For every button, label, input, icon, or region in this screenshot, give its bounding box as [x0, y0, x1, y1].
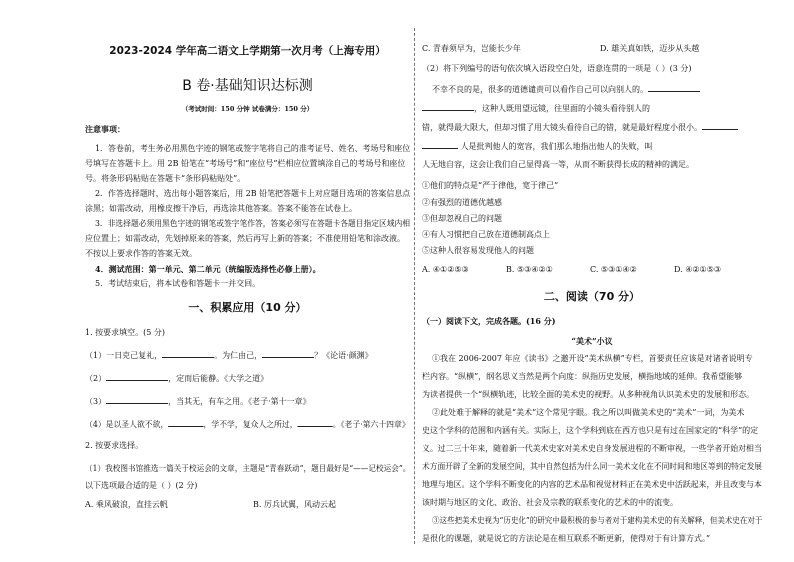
answer-option-d[interactable]: D. ④②①⑤③	[674, 265, 722, 274]
option-c[interactable]: C. 青春须早为，岂能长少年	[422, 44, 521, 53]
note-line: 号填写在答题卡上。用 2B 铅笔在“考场号”和“座位号”栏相应位置填涂自己的考场号和座位	[85, 159, 406, 168]
statement-3: ③但却忽视自己的问题	[422, 214, 502, 223]
passage-line: 不幸不良的是，很多的道德谴责可以看作自己可以向别人的。	[432, 84, 700, 95]
q2-part-2: （2）将下列编号的语句依次填入语段空白处，语意连贯的一项是（ ）(3 分)	[422, 64, 692, 73]
note-line: 涂黑；如需改动，用橡皮擦干净后，再选涂其他答案。答案不能答在试卷上。	[85, 204, 357, 213]
article-line: 义。过二三十年来，随着新一代美术史家对美术史自身发展进程的不断审视，一些学者开始对相当	[422, 444, 762, 453]
article-line: 该时期与地区的文化、政治、社会及宗教的联系变化的艺术的中的流变。	[422, 498, 678, 507]
passage-line: 错，就得最大限大，但却习惯了用大镜头看待自己的错，就是最好程度小很小。	[422, 122, 738, 133]
reading-subsection: （一）阅读下文，完成各题。(16 分)	[422, 316, 556, 326]
statement-4: ④有人习惯把自己放在道德制高点上	[422, 230, 550, 239]
exam-info: （考试时间：150 分钟 试卷满分：150 分）	[181, 105, 314, 113]
answer-blank[interactable]	[422, 103, 474, 111]
statement-5: ⑤这种人很容易发现他人的问题	[422, 246, 534, 255]
q1-item-1: （1）一日克己复礼， 。为仁由己， ？《论语·颜渊》	[85, 351, 373, 360]
question-1: 1. 按要求填空。(5 分)	[85, 328, 166, 337]
left-page	[85, 0, 410, 562]
article-line: 地理与地区。这个学科不断变化的内容的艺术品和视觉材料正在美术史中活跃起来，并且改变与本	[422, 480, 762, 489]
answer-option-c[interactable]: C. ⑤③①④②	[590, 265, 637, 274]
answer-blank[interactable]	[262, 350, 314, 358]
section-heading-accumulation: 一、积累应用（10 分）	[188, 301, 307, 314]
article-line: ②此处难于解释的就是“美术”这个常见字眼。我之所以叫做美术史的“美术”一词，为美术	[432, 408, 745, 417]
article-line: 为读者提供一个“纵横轨迹，比较全面的美术史的视野。从多种视角认识美术史的发展和形态。	[422, 390, 755, 399]
passage-line: 人无地自容，这会让我们自己显得高一等，从而不断获得长成的精神的满足。	[422, 160, 694, 169]
article-line: ①我在 2006-2007 年应《读书》之邀开设“美术纵横”专栏，首要责任应该是对诸者说明专	[432, 354, 753, 363]
answer-blank[interactable]	[106, 396, 168, 404]
answer-blank[interactable]	[648, 84, 700, 92]
answer-blank[interactable]	[422, 141, 458, 149]
answer-blank[interactable]	[298, 419, 333, 427]
note-line: 1．答卷前，考生务必用黑色字迹的钢笔或签字笔将自己的准考证号、姓名、考场号和座位	[95, 144, 411, 153]
article-title: “美术”小议	[571, 336, 613, 346]
note-line: 应位置上；如需改动，先划掉原来的答案，然后再写上新的答案；不准使用铅笔和涂改液。	[85, 234, 405, 243]
article-line: 是很化的课题，就是说它的方法论是在相互联系不断更新，使得对于有计算方式。”	[422, 534, 711, 543]
answer-blank[interactable]	[162, 350, 214, 358]
statement-2: ②有强烈的道德优越感	[422, 198, 502, 207]
section-heading-reading: 二、阅读（70 分）	[543, 290, 641, 303]
option-b[interactable]: B. 厉兵试翼，风动云起	[253, 500, 336, 509]
article-line: 术方面开辟了全新的发展空间，其中自然包括为什么同一美术文化在不同时间和地区等到的特定发展	[422, 462, 763, 471]
q2-part-1-prompt: 以下选项最合适的是（ ）(2 分)	[85, 481, 198, 490]
article-line: ③这些把美术史视为“历史化”的研究中最积极的参与者对于建构美术史的有关解释，但美术史在对于	[432, 516, 763, 525]
option-a[interactable]: A. 乘风破浪，直挂云帆	[85, 500, 168, 509]
note-line: 3．非选择题必须用黑色字迹的钢笔或签字笔作答，答案必须写在答题卡各题目指定区域内相	[95, 219, 411, 228]
notes-title: 注意事项：	[85, 124, 125, 134]
answer-blank[interactable]	[168, 419, 203, 427]
option-d[interactable]: D. 雄关真如铁，迈步从头越	[600, 44, 700, 53]
passage-line: 人是批判他人的宽容，我们那么地指出他人的失败，叫	[422, 141, 653, 152]
note-line: 4．测试范围：第一单元、第二单元（统编版选择性必修上册）。	[95, 264, 321, 274]
q2-part-1: （1）我校图书馆推选一篇关于校运会的文章，主题是“青春跃动”，题目最好是“——记校运会”。	[85, 464, 411, 473]
note-line: 2．作答选择题时，选出每小题答案后，用 2B 铅笔把答题卡上对应题目选项的答案信息点	[95, 189, 411, 198]
statement-1: ①他们的特点是“严于律他，宽于律己”	[422, 181, 559, 190]
article-line: 史这个学科的范围和内涵有关。实际上，这个学科到底在西方也只是有过在国家定的“科学”的定	[422, 426, 759, 435]
note-line: 不按以上要求作答的答案无效。	[85, 249, 197, 258]
note-line: 5．考试结束后，将本试卷和答题卡一并交回。	[95, 279, 261, 288]
q1-item-4: （4）是以圣人欲不欲， ，学不学，复众人之所过， 。《老子·第六十四章》	[85, 420, 410, 429]
paper-subtitle: B 卷·基础知识达标测	[182, 78, 313, 94]
note-line: 号。将条形码粘贴在答题卡“条形码粘贴处”。	[85, 174, 246, 183]
article-line: 栏内容。“纵横”，纲名思义当然是两个向度：纵指历史发展，横指地域的延伸。我希望能够	[422, 372, 743, 381]
question-2: 2. 按要求选择。	[85, 441, 144, 450]
paper-title: 2023-2024 学年高二语文上学期第一次月考（上海专用）	[109, 45, 386, 57]
answer-blank[interactable]	[106, 373, 168, 381]
page-divider	[414, 28, 415, 544]
passage-line: ，这种人既用望远镜，往里面的小镜头看待别人的	[422, 103, 650, 114]
right-page	[422, 0, 762, 562]
answer-option-b[interactable]: B. ⑤③④②①	[506, 265, 553, 274]
q1-item-2: （2） ，定而后能静。《大学之道》	[85, 374, 269, 383]
q1-item-3: （3） ，当其无，有车之用。《老子·第十一章》	[85, 397, 311, 406]
answer-option-a[interactable]: A. ④①②⑤③	[422, 265, 469, 274]
answer-blank[interactable]	[702, 122, 738, 130]
